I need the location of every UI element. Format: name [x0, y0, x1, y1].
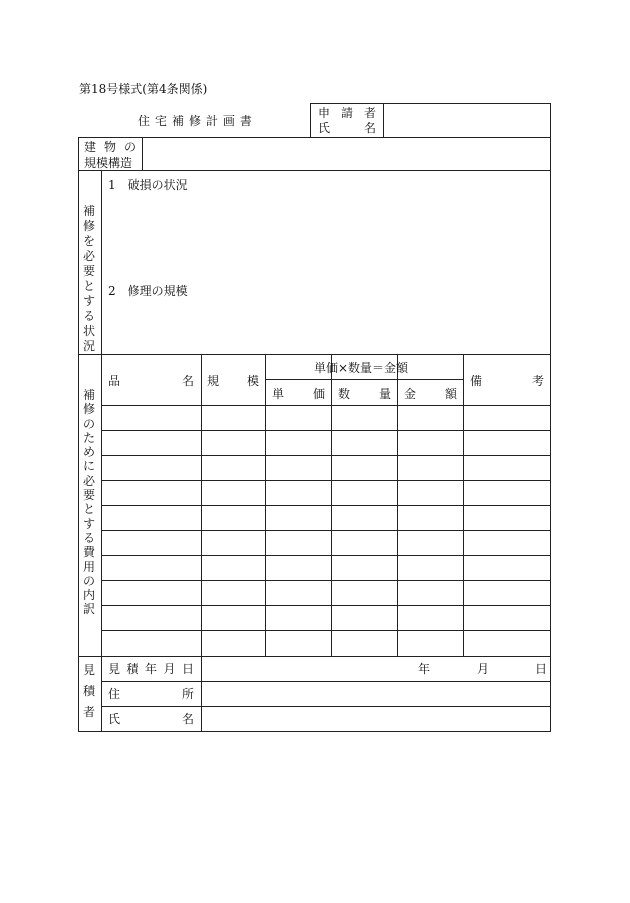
- estimator-address-label: 住 所: [108, 687, 194, 701]
- grid-line: [78, 137, 79, 732]
- col-header-item: 品 名: [108, 374, 194, 388]
- form-number: 第18号様式(第4条関係): [79, 82, 208, 96]
- table-row[interactable]: [102, 631, 550, 655]
- repair-scale-label: 2 修理の規模: [108, 284, 188, 298]
- applicant-label-bottom: 氏 名: [318, 121, 376, 135]
- date-month-label: 月: [477, 662, 490, 676]
- estimator-name-label: 氏 名: [108, 712, 194, 726]
- col-header-spec: 規 模: [207, 374, 259, 388]
- building-structure-field[interactable]: [143, 138, 550, 170]
- grid-line: [310, 103, 311, 138]
- repair-needed-side-label: 補 修 を 必 要 と す る 状 況: [82, 204, 95, 353]
- estimator-side-label: 見 積 者: [82, 663, 95, 719]
- grid-line: [550, 103, 551, 732]
- col-header-formula: 単価×数量＝金額: [314, 361, 409, 375]
- table-row[interactable]: [102, 481, 550, 505]
- table-row[interactable]: [102, 456, 550, 480]
- estimator-name-field[interactable]: [202, 707, 550, 731]
- table-row[interactable]: [102, 406, 550, 430]
- col-header-remarks: 備 考: [470, 374, 544, 388]
- grid-line: [78, 731, 551, 732]
- col-header-amount: 金 額: [404, 387, 457, 401]
- col-header-unit-price: 単 価: [272, 387, 325, 401]
- table-row[interactable]: [102, 556, 550, 580]
- applicant-label-top: 申 請 者: [318, 106, 376, 120]
- estimate-date-field[interactable]: [202, 657, 550, 681]
- building-label-line2: 規模構造: [84, 156, 133, 170]
- grid-line: [78, 170, 551, 171]
- building-label-line1: 建 物 の: [84, 140, 136, 154]
- table-row[interactable]: [102, 431, 550, 455]
- applicant-name-field[interactable]: [384, 104, 550, 136]
- col-header-quantity: 数 量: [338, 387, 391, 401]
- table-row[interactable]: [102, 581, 550, 605]
- repair-needed-field[interactable]: [102, 172, 550, 354]
- table-row[interactable]: [102, 506, 550, 530]
- estimate-date-label: 見 積 年 月 日: [108, 662, 194, 676]
- grid-line: [78, 354, 551, 355]
- date-day-label: 日: [535, 662, 548, 676]
- form-title: 住 宅 補 修 計 画 書: [138, 114, 252, 128]
- table-row[interactable]: [102, 606, 550, 630]
- grid-line: [265, 379, 464, 380]
- damage-status-label: 1 破損の状況: [108, 178, 188, 192]
- estimator-address-field[interactable]: [202, 682, 550, 706]
- cost-side-label: 補 修 の た め に 必 要 と す る 費 用 の 内 訳: [82, 388, 95, 617]
- date-year-label: 年: [418, 662, 431, 676]
- table-row[interactable]: [102, 531, 550, 555]
